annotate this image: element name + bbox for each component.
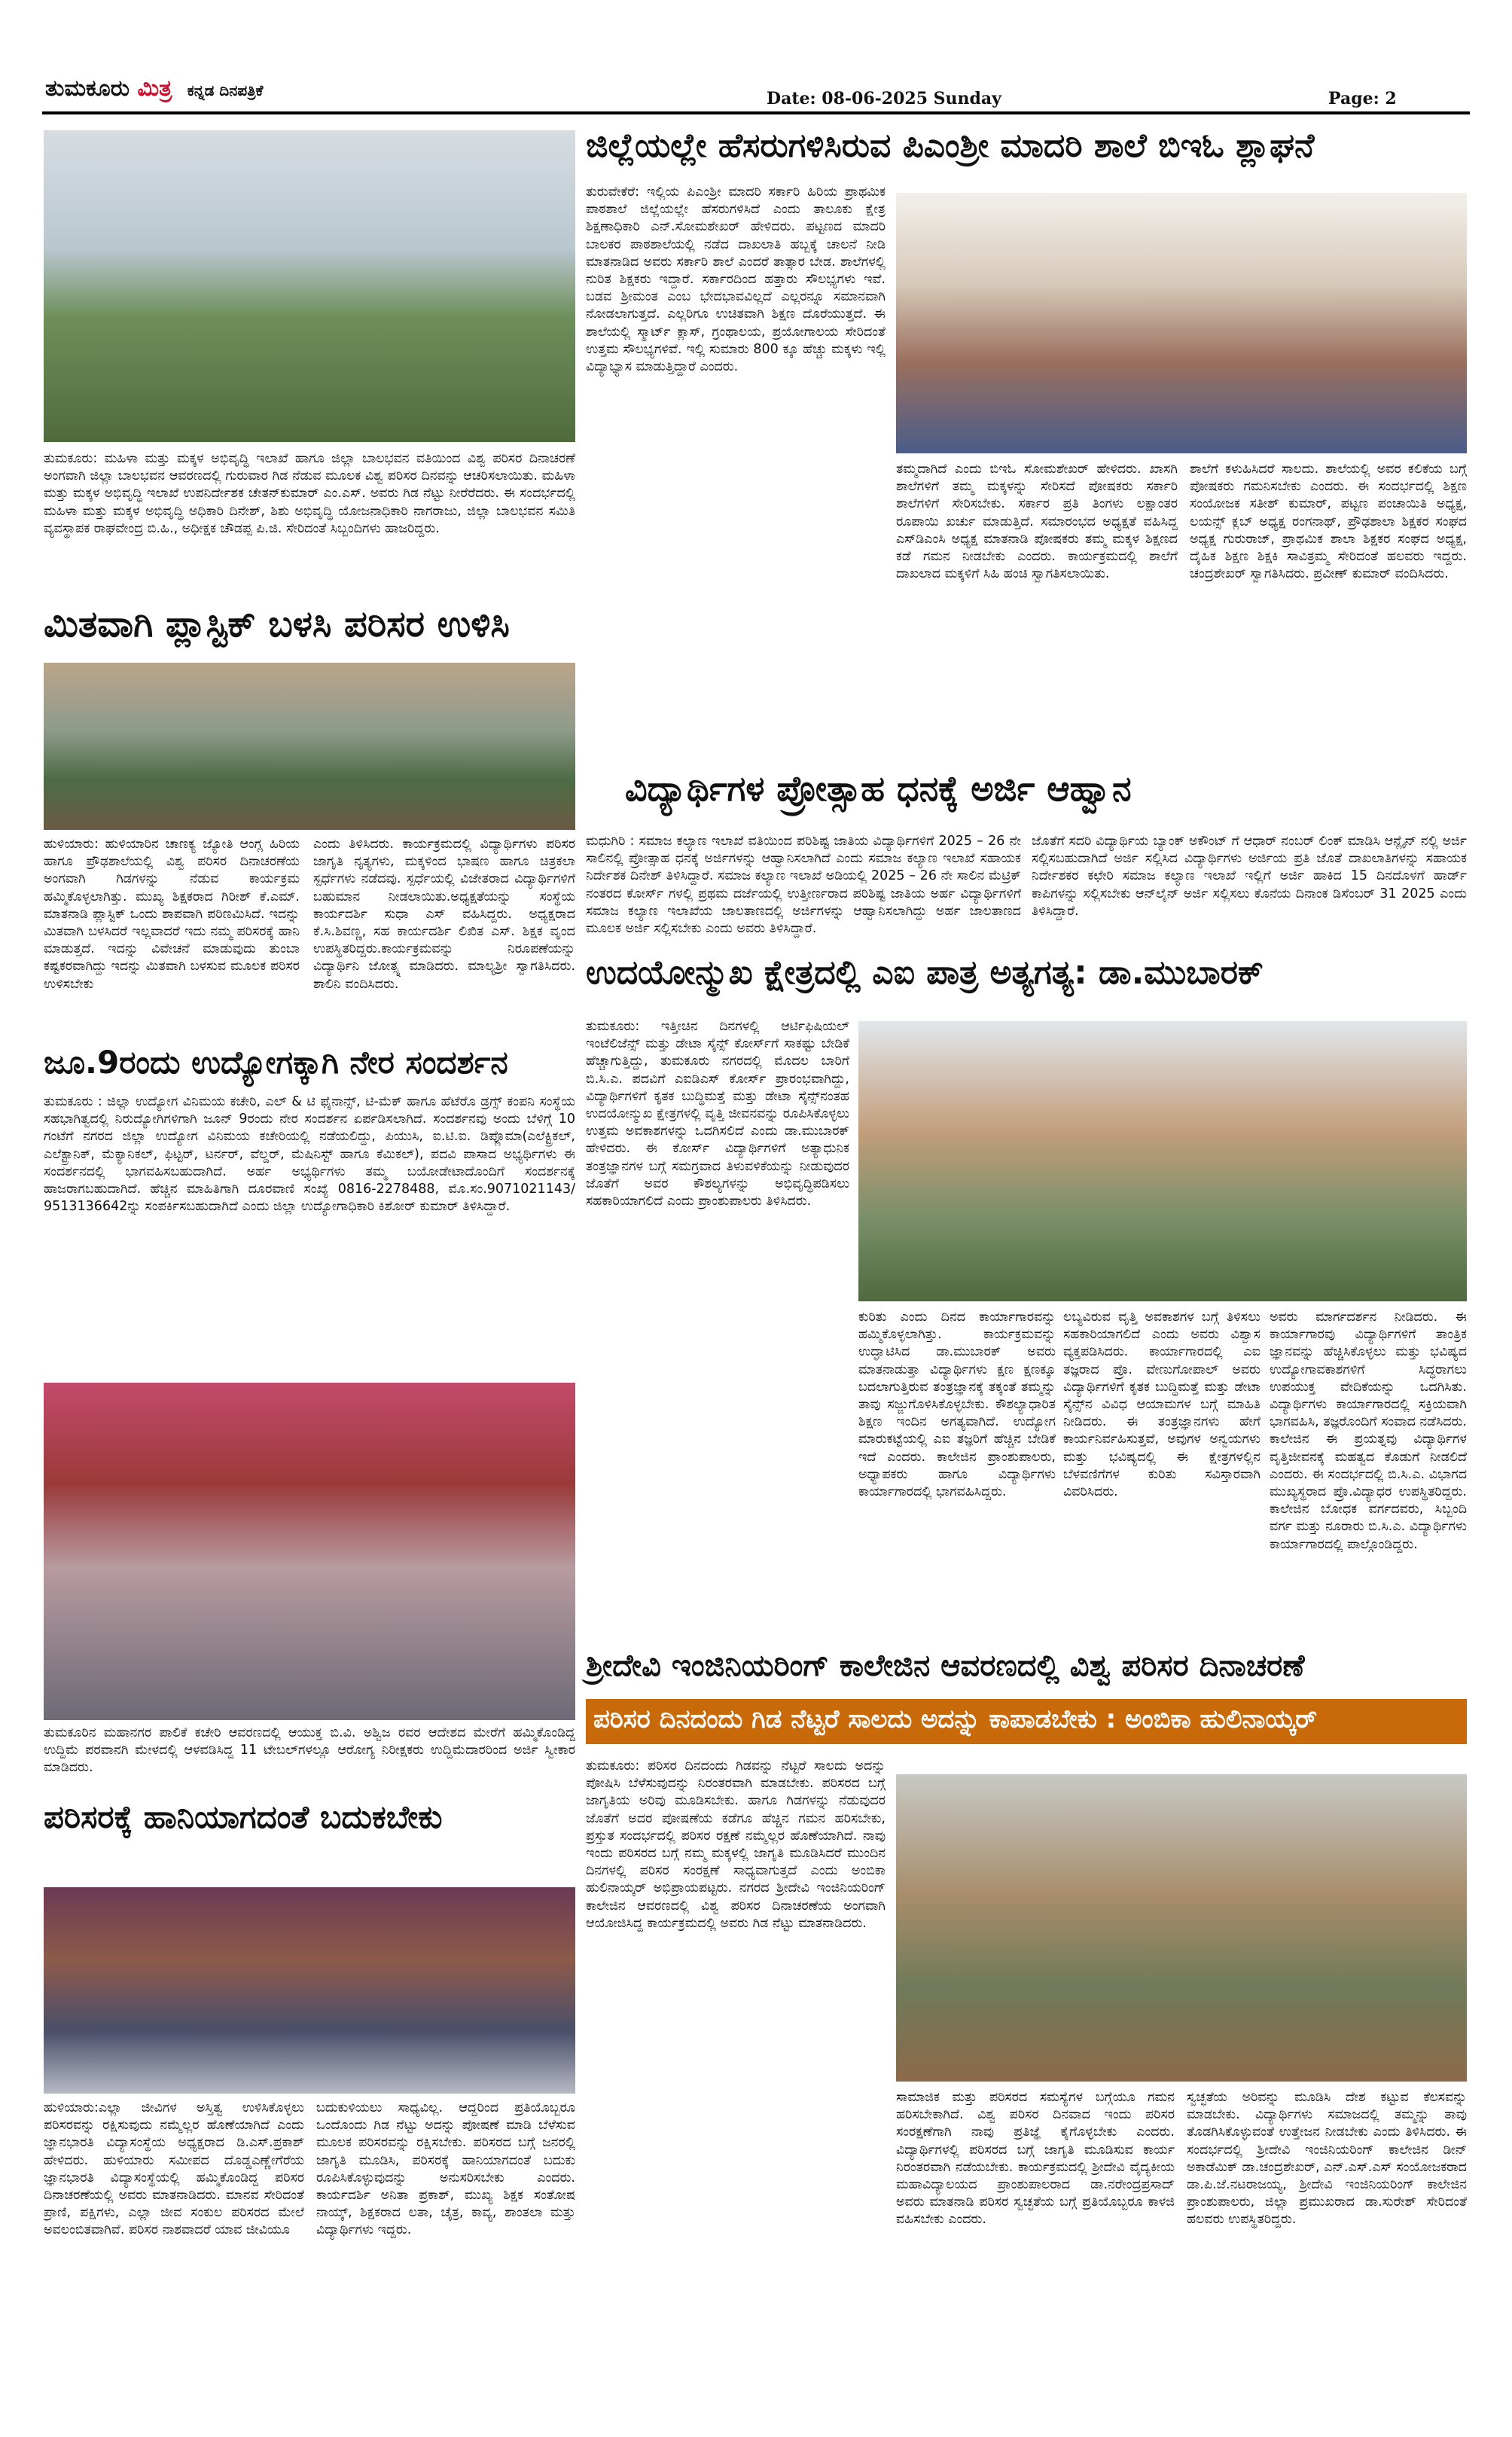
job-interview-headline: ಜೂ.9ರಂದು ಉದ್ಯೋಗಕ್ಕಾಗಿ ನೇರ ಸಂದರ್ಶನ bbox=[44, 1044, 508, 1081]
masthead-logo bbox=[45, 75, 263, 102]
sridevi-text-col3: ಸ್ವಚ್ಛತೆಯ ಅರಿವನ್ನು ಮೂಡಿಸಿ ದೇಶ ಕಟ್ಟುವ ಕೆಲಸವನ್ನು ಮಾಡಬೇಕು. ವಿದ್ಯಾರ್ಥಿಗಳು ಸಮಾಜದಲ್ಲಿ ತಮ್ಮನ್ನು ತಾವು ತೊಡಗಿಸಿಕೊಳ್ಳುವಂತೆ ಉತ್ತೇಜನ ನೀಡಬೇಕು ಎಂದು ತಿಳಿಸಿದರು. ಈ ಸಂದರ್ಭದಲ್ಲಿ ಶ್ರೀದೇವಿ ಇಂಜಿನಿಯರಿಂಗ್ ಕಾಲೇಜಿನ ಡೀನ್ ಅಕಾಡೆಮಿಕ್ ಡಾ.ಚಂದ್ರಶೇಖರ್, ಎನ್.ಎಸ್.ಎಸ್ ಸಂಯೋಜಕರಾದ ಡಾ.ಪಿ.ಜೆ.ನಟರಾಜಯ್ಯ, ಶ್ರೀದೇವಿ ಇಂಜಿನಿಯರಿಂಗ್ ಕಾಲೇಜಿನ ಪ್ರಾಂಶುಪಾಲರು, ಜಿಲ್ಲಾ ಪ್ರಮುಖರಾದ ಡಾ.ಸುರೇಶ್ ಸೇರಿದಂತೆ ಹಲವರು ಉಪಸ್ಥಿತರಿದ್ದರು. bbox=[1187, 2090, 1467, 2228]
plastic-headline: ಮಿತವಾಗಿ ಪ್ಲಾಸ್ಟಿಕ್ ಬಳಸಿ ಪರಿಸರ ಉಳಿಸಿ bbox=[44, 603, 510, 645]
sridevi-tree-planting-photo bbox=[896, 1774, 1467, 2082]
scholarship-text-col2: ಜೊತೆಗೆ ಸದರಿ ವಿದ್ಯಾರ್ಥಿಯ ಬ್ಯಾಂಕ್ ಅಕೌಂಟ್ ಗೆ ಆಧಾರ್ ನಂಬರ್ ಲಿಂಕ್ ಮಾಡಿಸಿ ಆನ್ಲೈನ್ ನಲ್ಲಿ ಅರ್ಜಿ ಸಲ್ಲಿಸಬಹುದಾಗಿದೆ ಅರ್ಜಿ ಸಲ್ಲಿಸಿದ ವಿದ್ಯಾರ್ಥಿಗಳು ಅರ್ಜಿಯ ಪ್ರತಿ ಜೊತೆ ದಾಖಲಾತಿಗಳನ್ನು ಸಹಾಯಕ ನಿರ್ದೇಶಕರ ಕಛೇರಿ ಸಮಾಜ ಕಲ್ಯಾಣ ಇಲಾಖೆ ಇಲ್ಲಿಗೆ ಅರ್ಜಿ ಹಾಕಿದ 15 ದಿನದೊಳಗೆ ಹಾರ್ಡ್ ಕಾಪಿಗಳನ್ನು ಸಲ್ಲಿಸಬೇಕು ಆನ್‌ಲೈನ್ ಅರ್ಜಿ ಸಲ್ಲಿಸಲು ಕೊನೆಯ ದಿನಾಂಕ ಡಿಸೆಂಬರ್ 31 2025 ಎಂದು ತಿಳಿಸಿದ್ದಾರೆ. bbox=[1032, 834, 1467, 919]
sridevi-text-col2: ಸಾಮಾಜಿಕ ಮತ್ತು ಪರಿಸರದ ಸಮಸ್ಯೆಗಳ ಬಗ್ಗೆಯೂ ಗಮನ ಹರಿಸಬೇಕಾಗಿದೆ. ವಿಶ್ವ ಪರಿಸರ ದಿನವಾದ ಇಂದು ಪರಿಸರ ಸಂರಕ್ಷಣೆಗಾಗಿ ನಾವು ಪ್ರತಿಜ್ಞೆ ಕೈಗೊಳ್ಳಬೇಕು ಎಂದರು. ವಿದ್ಯಾರ್ಥಿಗಳಲ್ಲಿ ಪರಿಸರದ ಬಗ್ಗೆ ಜಾಗೃತಿ ಮೂಡಿಸುವ ಕಾರ್ಯ ನಿರಂತರವಾಗಿ ನಡೆಯಬೇಕು. ಕಾರ್ಯಕ್ರಮದಲ್ಲಿ ಶ್ರೀದೇವಿ ವೈದ್ಯಕೀಯ ಮಹಾವಿದ್ಯಾಲಯದ ಪ್ರಾಂಶುಪಾಲರಾದ ಡಾ.ನರೇಂದ್ರಪ್ರಸಾದ್ ಅವರು ಮಾತನಾಡಿ ಪರಿಸರ ಸ್ವಚ್ಛತೆಯ ಬಗ್ಗೆ ಪ್ರತಿಯೊಬ್ಬರೂ ಕಾಳಜಿ ವಹಿಸಬೇಕು ಎಂದರು. bbox=[896, 2090, 1175, 2228]
no-harm-photo bbox=[44, 1887, 575, 2094]
page-number: Page: 2 bbox=[1328, 89, 1397, 108]
plastic-text-col2: ಎಂದು ತಿಳಿಸಿದರು. ಕಾರ್ಯಕ್ರಮದಲ್ಲಿ ವಿದ್ಯಾರ್ಥಿಗಳು ಪರಿಸರ ಜಾಗೃತಿ ನೃತ್ಯಗಳು, ಮಕ್ಕಳಿಂದ ಭಾಷಣ ಹಾಗೂ ಚಿತ್ರಕಲಾ ಸ್ಪರ್ಧೆಗಳು ನಡೆದವು. ಸ್ಪರ್ಧೆಯಲ್ಲಿ ವಿಜೇತರಾದ ವಿದ್ಯಾರ್ಥಿಗಳಿಗೆ ಬಹುಮಾನ ನೀಡಲಾಯಿತು.ಅಧ್ಯಕ್ಷತೆಯನ್ನು ಸಂಸ್ಥೆಯ ಕಾರ್ಯದರ್ಶಿ ಸುಧಾ ಎಸ್ ವಹಿಸಿದ್ದರು. ಅಧ್ಯಕ್ಷರಾದ ಕೆ.ಸಿ.ಶಿವಣ್ಣ, ಸಹ ಕಾರ್ಯದರ್ಶಿ ಲಿಖಿತ ಎಸ್. ಶಿಕ್ಷಕ ವೃಂದ ಉಪಸ್ಥಿತರಿದ್ದರು.ಕಾರ್ಯಕ್ರಮವನ್ನು ನಿರೂಪಣೆಯನ್ನು ವಿದ್ಯಾರ್ಥಿನಿ ಜೋತ್ಸ್ನ ಮಾಡಿದರು. ಮಾಲ್ಯಶ್ರೀ ಸ್ವಾಗತಿಸಿದರು. ಶಾಲಿನಿ ವಂದಿಸಿದರು. bbox=[313, 837, 575, 992]
no-harm-text-col2: ಬದುಕುಳಿಯಲು ಸಾಧ್ಯವಿಲ್ಲ. ಆದ್ದರಿಂದ ಪ್ರತಿಯೊಬ್ಬರೂ ಒಂದೊಂದು ಗಿಡ ನೆಟ್ಟು ಅದನ್ನು ಪೋಷಣೆ ಮಾಡಿ ಬೆಳೆಸುವ ಮೂಲಕ ಪರಿಸರವನ್ನು ರಕ್ಷಿಸಬೇಕು. ಪರಿಸರದ ಬಗ್ಗೆ ಜನರಲ್ಲಿ ಜಾಗೃತಿ ಮೂಡಿಸಿ, ಪರಿಸರಕ್ಕೆ ಹಾನಿಯಾಗದಂತೆ ಬದುಕು ರೂಪಿಸಿಕೊಳ್ಳುವುದನ್ನು ಅನುಸರಿಸಬೇಕು ಎಂದರು. ಕಾರ್ಯದರ್ಶಿ ಅನಿತಾ ಪ್ರಕಾಶ್, ಮುಖ್ಯ ಶಿಕ್ಷಕ ಸಂತೋಷ ನಾಯ್ಕ್, ಶಿಕ್ಷಕರಾದ ಲತಾ, ಚೈತ್ರ, ಕಾವ್ಯ, ಶಾಂತಲಾ ಮತ್ತು ವಿದ್ಯಾರ್ಥಿಗಳು ಇದ್ದರು. bbox=[316, 2100, 575, 2238]
pmshri-text-col2: ತಮ್ಮದಾಗಿದೆ ಎಂದು ಬಿಇಓ ಸೋಮಶೇಖರ್ ಹೇಳಿದರು. ಖಾಸಗಿ ಶಾಲೆಗಳಿಗೆ ತಮ್ಮ ಮಕ್ಕಳನ್ನು ಸೇರಿಸದೆ ಪೋಷಕರು ಸರ್ಕಾರಿ ಶಾಲೆಗಳಿಗೆ ಸೇರಿಸಬೇಕು. ಸರ್ಕಾರ ಪ್ರತಿ ತಿಂಗಳು ಲಕ್ಷಾಂತರ ರೂಪಾಯಿ ಖರ್ಚು ಮಾಡುತ್ತಿದೆ. ಸಮಾರಂಭದ ಅಧ್ಯಕ್ಷತೆ ವಹಿಸಿದ್ದ ಎಸ್‌ಡಿಎಂಸಿ ಅಧ್ಯಕ್ಷ ಮಾತನಾಡಿ ಪೋಷಕರು ತಮ್ಮ ಮಕ್ಕಳ ಶಿಕ್ಷಣದ ಕಡೆ ಗಮನ ನೀಡಬೇಕು ಎಂದರು. ಕಾರ್ಯಕ್ರಮದಲ್ಲಿ ಶಾಲೆಗೆ ದಾಖಲಾದ ಮಕ್ಕಳಿಗೆ ಸಿಹಿ ಹಂಚಿ ಸ್ವಾಗತಿಸಲಾಯಿತು. bbox=[896, 462, 1178, 582]
ai-headline: ಉದಯೋನ್ಮುಖ ಕ್ಷೇತ್ರದಲ್ಲಿ ಎಐ ಪಾತ್ರ ಅತ್ಯಗತ್ಯ: ಡಾ.ಮುಬಾರಕ್ bbox=[586, 953, 1264, 992]
scholarship-headline: ವಿದ್ಯಾರ್ಥಿಗಳ ಪ್ರೋತ್ಸಾಹ ಧನಕ್ಕೆ ಅರ್ಜಿ ಆಹ್ವಾನ bbox=[625, 768, 1132, 809]
license-fair-caption: ತುಮಕೂರಿನ ಮಹಾನಗರ ಪಾಲಿಕೆ ಕಚೇರಿ ಆವರಣದಲ್ಲಿ ಆಯುಕ್ತ ಬಿ.ವಿ. ಅಶ್ವಿಜ ರವರ ಆದೇಶದ ಮೇರೆಗೆ ಹಮ್ಮಿಕೊಂಡಿದ್ದ ಉದ್ದಿಮೆ ಪರವಾನಗಿ ಮೇಳದಲ್ಲಿ ಆಳವಡಿಸಿದ್ದ 11 ಟೇಬಲ್‌ಗಳಲ್ಲೂ ಆರೋಗ್ಯ ನಿರೀಕ್ಷಕರು ಉದ್ದಿಮೆದಾರರಿಂದ ಅರ್ಜಿ ಸ್ವೀಕಾರ ಮಾಡಿದರು. bbox=[44, 1725, 575, 1776]
no-harm-headline: ಪರಿಸರಕ್ಕೆ ಹಾನಿಯಾಗದಂತೆ ಬದುಕಬೇಕು bbox=[44, 1798, 443, 1835]
scholarship-text-col1: ಮಧುಗಿರಿ : ಸಮಾಜ ಕಲ್ಯಾಣ ಇಲಾಖೆ ವತಿಯಿಂದ ಪರಿಶಿಷ್ಟ ಜಾತಿಯ ವಿದ್ಯಾರ್ಥಿಗಳಿಗೆ 2025 – 26 ನೇ ಸಾಲಿನಲ್ಲಿ ಪ್ರೋತ್ಸಾಹ ಧನಕ್ಕೆ ಅರ್ಜಿಗಳನ್ನು ಆಹ್ವಾನಿಸಲಾಗಿದೆ ಎಂದು ಸಮಾಜ ಕಲ್ಯಾಣ ಇಲಾಖೆ ಸಹಾಯಕ ನಿರ್ದೇಶಕ ದಿನೇಶ್ ತಿಳಿಸಿದ್ದಾರೆ. ಸಮಾಜ ಕಲ್ಯಾಣ ಇಲಾಖೆ ಅಡಿಯಲ್ಲಿ 2025 – 26 ನೇ ಸಾಲಿನ ಮೆಟ್ರಿಕ್ ನಂತರದ ಕೋರ್ಸ್ ಗಳಲ್ಲಿ ಪ್ರಥಮ ದರ್ಜೆಯಲ್ಲಿ ಉತ್ತೀರ್ಣರಾದ ಪರಿಶಿಷ್ಟ ಜಾತಿಯ ಅರ್ಹ ವಿದ್ಯಾರ್ಥಿಗಳಿಗೆ ಸಮಾಜ ಕಲ್ಯಾಣ ಇಲಾಖೆಯ ಜಾಲತಾಣದಲ್ಲಿ ಅರ್ಜಿಗಳನ್ನು ಆಹ್ವಾನಿಸಲಾಗಿದ್ದು ಅರ್ಹ ಜಾಲತಾಣದ ಮೂಲಕ ಅರ್ಜಿ ಸಲ್ಲಿಸಬೇಕು ಎಂದು ಅವರು ತಿಳಿಸಿದ್ದಾರೆ. bbox=[586, 834, 1021, 937]
env-day-caption: ತುಮಕೂರು: ಮಹಿಳಾ ಮತ್ತು ಮಕ್ಕಳ ಅಭಿವೃದ್ಧಿ ಇಲಾಖೆ ಹಾಗೂ ಜಿಲ್ಲಾ ಬಾಲಭವನ ವತಿಯಿಂದ ವಿಶ್ವ ಪರಿಸರ ದಿನಾಚರಣೆ ಅಂಗವಾಗಿ ಜಿಲ್ಲಾ ಬಾಲಭವನ ಆವರಣದಲ್ಲಿ ಗುರುವಾರ ಗಿಡ ನೆಡುವ ಮೂಲಕ ವಿಶ್ವ ಪರಿಸರ ದಿನವನ್ನು ಆಚರಿಸಲಾಯಿತು. ಮಹಿಳಾ ಮತ್ತು ಮಕ್ಕಳ ಅಭಿವೃದ್ಧಿ ಇಲಾಖೆ ಉಪನಿರ್ದೇಶಕ ಚೇತನ್‌ಕುಮಾರ್ ಎಂ.ಎಸ್. ಅವರು ಗಿಡ ನೆಟ್ಟು ನೀರೆರೆದರು. ಈ ಸಂದರ್ಭದಲ್ಲಿ ಮಹಿಳಾ ಮತ್ತು ಮಕ್ಕಳ ಅಭಿವೃದ್ಧಿ ಅಧಿಕಾರಿ ದಿನೇಶ್, ಶಿಶು ಅಭಿವೃದ್ಧಿ ಯೋಜನಾಧಿಕಾರಿ ನಾಗರಾಜು, ಜಿಲ್ಲಾ ಬಾಲಭವನ ಸಮಿತಿ ವ್ಯವಸ್ಥಾಪಕ ರಾಘವೇಂದ್ರ ಬಿ.ಹಿ., ಅಧೀಕ್ಷಕ ಚೌಡಪ್ಪ ಪಿ.ಜಿ. ಸೇರಿದಂತೆ ಸಿಬ್ಬಂದಿಗಳು ಹಾಜರಿದ್ದರು. bbox=[44, 451, 575, 536]
logo-part2: ಮಿತ್ರ bbox=[137, 75, 172, 102]
pmshri-text-col3: ಶಾಲೆಗೆ ಕಳುಹಿಸಿದರೆ ಸಾಲದು. ಶಾಲೆಯಲ್ಲಿ ಅವರ ಕಲಿಕೆಯ ಬಗ್ಗೆ ಪೋಷಕರು ಗಮನಿಸಬೇಕು ಎಂದರು. ಈ ಸಂದರ್ಭದಲ್ಲಿ ಶಿಕ್ಷಣ ಸಂಯೋಜಕ ಸತೀಶ್ ಕುಮಾರ್, ಪಟ್ಟಣ ಪಂಚಾಯಿತಿ ಅಧ್ಯಕ್ಷ, ಲಯನ್ಸ್ ಕ್ಲಬ್ ಅಧ್ಯಕ್ಷ ರಂಗನಾಥ್, ಪ್ರೌಢಶಾಲಾ ಶಿಕ್ಷಕರ ಸಂಘದ ಅಧ್ಯಕ್ಷ ಗುರುರಾಜ್, ಪ್ರಾಥಮಿಕ ಶಾಲಾ ಶಿಕ್ಷಕರ ಸಂಘದ ಅಧ್ಯಕ್ಷ, ದೈಹಿಕ ಶಿಕ್ಷಣ ಶಿಕ್ಷಕಿ ಸಾವಿತ್ರಮ್ಮ ಸೇರಿದಂತೆ ಹಲವರು ಇದ್ದರು. ಚಂದ್ರಶೇಖರ್ ಸ್ವಾಗತಿಸಿದರು. ಪ್ರವೀಣ್ ಕುಮಾರ್ ವಂದಿಸಿದರು. bbox=[1190, 462, 1467, 582]
sridevi-banner: ಪರಿಸರ ದಿನದಂದು ಗಿಡ ನೆಟ್ಟರೆ ಸಾಲದು ಅದನ್ನು ಕಾಪಾಡಬೇಕು : ಅಂಬಿಕಾ ಹುಲಿನಾಯ್ಕರ್ bbox=[586, 1699, 1467, 1744]
logo-subtitle: ಕನ್ನಡ ದಿನಪತ್ರಿಕೆ bbox=[187, 81, 264, 99]
pmshri-headline: ಜಿಲ್ಲೆಯಲ್ಲೇ ಹೆಸರುಗಳಿಸಿರುವ ಪಿಎಂಶ್ರೀ ಮಾದರಿ ಶಾಲೆ ಬಿಇಓ ಶ್ಲಾಘನೆ bbox=[586, 127, 1315, 165]
sridevi-text-col1: ತುಮಕೂರು: ಪರಿಸರ ದಿನದಂದು ಗಿಡವನ್ನು ನೆಟ್ಟರೆ ಸಾಲದು ಅದನ್ನು ಪೋಷಿಸಿ ಬೆಳೆಸುವುದನ್ನು ನಿರಂತರವಾಗಿ ಮಾಡಬೇಕು. ಪರಿಸರದ ಬಗ್ಗೆ ಜಾಗೃತಿಯ ಅರಿವು ಮೂಡಿಸಬೇಕು. ಹಾಗೂ ಗಿಡಗಳನ್ನು ನೆಡುವುದರ ಜೊತೆಗೆ ಅದರ ಪೋಷಣೆಯ ಕಡೆಗೂ ಹೆಚ್ಚಿನ ಗಮನ ಹರಿಸಬೇಕು, ಪ್ರಸ್ತುತ ಸಂದರ್ಭದಲ್ಲಿ ಪರಿಸರ ರಕ್ಷಣೆ ನಮ್ಮೆಲ್ಲರ ಹೊಣೆಯಾಗಿದೆ. ನಾವು ಇಂದು ಪರಿಸರದ ಬಗ್ಗೆ ನಮ್ಮ ಮಕ್ಕಳಲ್ಲಿ ಜಾಗೃತಿ ಮೂಡಿಸಿದರೆ ಮುಂದಿನ ದಿನಗಳಲ್ಲಿ ಪರಿಸರ ಸಂರಕ್ಷಣೆ ಸಾಧ್ಯವಾಗುತ್ತದೆ ಎಂದು ಅಂಬಿಕಾ ಹುಲಿನಾಯ್ಕರ್ ಅಭಿಪ್ರಾಯಪಟ್ಟರು. ನಗರದ ಶ್ರೀದೇವಿ ಇಂಜಿನಿಯರಿಂಗ್ ಕಾಲೇಜಿನ ಆವರಣದಲ್ಲಿ ವಿಶ್ವ ಪರಿಸರ ದಿನಾಚರಣೆಯ ಅಂಗವಾಗಿ ಆಯೋಜಿಸಿದ್ದ ಕಾರ್ಯಕ್ರಮದಲ್ಲಿ ಅವರು ಗಿಡ ನೆಟ್ಟು ಮಾತನಾಡಿದರು. bbox=[586, 1758, 886, 1931]
plastic-photo bbox=[44, 663, 575, 830]
env-day-photo bbox=[44, 130, 575, 442]
plastic-text-col1: ಹುಳಿಯಾರು: ಹುಳಿಯಾರಿನ ಚಾಣಕ್ಯ ಜ್ಯೋತಿ ಆಂಗ್ಲ ಹಿರಿಯ ಹಾಗೂ ಪ್ರೌಢಶಾಲೆಯಲ್ಲಿ ವಿಶ್ವ ಪರಿಸರ ದಿನಾಚರಣೆಯ ಅಂಗವಾಗಿ ಗಿಡಗಳನ್ನು ನೆಡುವ ಕಾರ್ಯಕ್ರಮ ಹಮ್ಮಿಕೊಳ್ಳಲಾಗಿತ್ತು. ಮುಖ್ಯ ಶಿಕ್ಷಕರಾದ ಗಿರೀಶ್ ಕೆ.ಎಮ್. ಮಾತನಾಡಿ ಪ್ಲಾಸ್ಟಿಕ್ ಒಂದು ಶಾಪವಾಗಿ ಪರಿಣಮಿಸಿದೆ. ಇದನ್ನು ಮಿತವಾಗಿ ಬಳಸಿದರೆ ಇಲ್ಲವಾದರೆ ಇದು ನಮ್ಮ ಪರಿಸರಕ್ಕೆ ಹಾನಿ ಮಾಡುತ್ತದೆ. ಇದನ್ನು ವಿವೇಚನೆ ಮಾಡುವುದು ತುಂಬಾ ಕಷ್ಟಕರವಾಗಿದ್ದು ಇದನ್ನು ಮಿತವಾಗಿ ಬಳಸುವ ಮೂಲಕ ಪರಿಸರ ಉಳಿಸಬೇಕು bbox=[44, 837, 300, 992]
pmshri-text-col1: ತುರುವೇಕೆರೆ: ಇಲ್ಲಿಯ ಪಿಎಂಶ್ರೀ ಮಾದರಿ ಸರ್ಕಾರಿ ಹಿರಿಯ ಪ್ರಾಥಮಿಕ ಪಾಠಶಾಲೆ ಜಿಲ್ಲೆಯಲ್ಲೇ ಹೆಸರುಗಳಿಸಿದೆ ಎಂದು ತಾಲೂಕು ಕ್ಷೇತ್ರ ಶಿಕ್ಷಣಾಧಿಕಾರಿ ಎನ್.ಸೋಮಶೇಖರ್ ಹೇಳಿದರು. ಪಟ್ಟಣದ ಮಾದರಿ ಬಾಲಕರ ಪಾಠಶಾಲೆಯಲ್ಲಿ ನಡೆದ ದಾಖಲಾತಿ ಹಬ್ಬಕ್ಕೆ ಚಾಲನೆ ನೀಡಿ ಮಾತನಾಡಿದ ಅವರು ಸರ್ಕಾರಿ ಶಾಲೆ ಎಂದರೆ ತಾತ್ಸಾರ ಬೇಡ. ಶಾಲೆಗಳಲ್ಲಿ ನುರಿತ ಶಿಕ್ಷಕರು ಇದ್ದಾರೆ. ಸರ್ಕಾರದಿಂದ ಹತ್ತಾರು ಸೌಲಭ್ಯಗಳು ಇವೆ. ಬಡವ ಶ್ರೀಮಂತ ಎಂಬ ಭೇದಭಾವವಿಲ್ಲದೆ ಎಲ್ಲರನ್ನೂ ಸಮಾನವಾಗಿ ನೋಡಲಾಗುತ್ತದೆ. ಎಲ್ಲರಿಗೂ ಉಚಿತವಾಗಿ ಶಿಕ್ಷಣ ದೊರೆಯುತ್ತದೆ. ಈ ಶಾಲೆಯಲ್ಲಿ ಸ್ಮಾರ್ಟ್ ಕ್ಲಾಸ್, ಗ್ರಂಥಾಲಯ, ಪ್ರಯೋಗಾಲಯ ಸೇರಿದಂತೆ ಉತ್ತಮ ಸೌಲಭ್ಯಗಳಿವೆ. ಇಲ್ಲಿ ಸುಮಾರು 800 ಕ್ಕೂ ಹೆಚ್ಚು ಮಕ್ಕಳು ಇಲ್ಲಿ ವಿದ್ಯಾಭ್ಯಾಸ ಮಾಡುತ್ತಿದ್ದಾರೆ ಎಂದರು. bbox=[586, 185, 886, 375]
masthead-rule bbox=[42, 111, 1470, 114]
job-interview-text: ತುಮಕೂರು : ಜಿಲ್ಲಾ ಉದ್ಯೋಗ ವಿನಿಮಯ ಕಚೇರಿ, ಎಲ್ & ಟಿ ಫೈನಾನ್ಸ್, ಟಿ-ಮೆಕ್ ಹಾಗೂ ಹೆಟೆರೊ ಡ್ರಗ್ಸ್ ಕಂಪನಿ ಸಂಸ್ಥೆಯ ಸಹಭಾಗಿತ್ವದಲ್ಲಿ ನಿರುದ್ಯೋಗಿಗಳಿಗಾಗಿ ಜೂನ್ 9ರಂದು ನೇರ ಸಂದರ್ಶನ ಏರ್ಪಡಿಸಲಾಗಿದೆ. ಸಂದರ್ಶನವು ಅಂದು ಬೆಳಿಗ್ಗೆ 10 ಗಂಟೆಗೆ ನಗರದ ಜಿಲ್ಲಾ ಉದ್ಯೋಗ ವಿನಿಮಯ ಕಚೇರಿಯಲ್ಲಿ ನಡೆಯಲಿದ್ದು, ಪಿಯುಸಿ, ಐ.ಟಿ.ಐ. ಡಿಪ್ಲೊಮಾ(ಎಲೆಕ್ಟ್ರಿಕಲ್, ಎಲೆಕ್ಟ್ರಾನಿಕ್, ಮೆಕ್ಯಾನಿಕಲ್, ಫಿಟ್ಟರ್, ಟರ್ನರ್, ವೆಲ್ಡರ್, ಮೆಷಿನಿಸ್ಟ್ ಹಾಗೂ ಕೆಮಿಕಲ್), ಪದವಿ ಪಾಸಾದ ಅಭ್ಯರ್ಥಿಗಳು ಈ ಸಂದರ್ಶನದಲ್ಲಿ ಭಾಗವಹಿಸಬಹುದಾಗಿದೆ. ಅರ್ಹ ಅಭ್ಯರ್ಥಿಗಳು ತಮ್ಮ ಬಯೋಡೇಟಾದೊಂದಿಗೆ ಸಂದರ್ಶನಕ್ಕೆ ಹಾಜರಾಗಬಹುದಾಗಿದೆ. ಹೆಚ್ಚಿನ ಮಾಹಿತಿಗಾಗಿ ದೂರವಾಣಿ ಸಂಖ್ಯೆ 0816-2278488, ಮೊ.ಸಂ.9071021143/ 9513136642ನ್ನು ಸಂಪರ್ಕಿಸಬಹುದಾಗಿದೆ ಎಂದು ಜಿಲ್ಲಾ ಉದ್ಯೋಗಾಧಿಕಾರಿ ಕಿಶೋರ್ ಕುಮಾರ್ ತಿಳಿಸಿದ್ದಾರೆ. bbox=[44, 1094, 575, 1215]
license-fair-photo bbox=[44, 1383, 575, 1720]
issue-date: Date: 08-06-2025 Sunday bbox=[767, 89, 1001, 108]
ai-workshop-photo bbox=[858, 1021, 1467, 1301]
ai-text-col3: ಲಬ್ಯವಿರುವ ವೃತ್ತಿ ಅವಕಾಶಗಳ ಬಗ್ಗೆ ತಿಳಿಸಲು ಸಹಕಾರಿಯಾಗಲಿದೆ ಎಂದು ಅವರು ವಿಶ್ವಾಸ ವ್ಯಕ್ತಪಡಿಸಿದರು. ಕಾರ್ಯಾಗಾರದಲ್ಲಿ ಎಐ ತಜ್ಞರಾದ ಪ್ರೊ. ವೇಣುಗೋಪಾಲ್ ಅವರು ವಿದ್ಯಾರ್ಥಿಗಳಿಗೆ ಕೃತಕ ಬುದ್ಧಿಮತ್ತೆ ಮತ್ತು ಡೇಟಾ ಸೈನ್ಸ್‌ನ ವಿವಿಧ ಆಯಾಮಗಳ ಬಗ್ಗೆ ಮಾಹಿತಿ ನೀಡಿದರು. ಈ ತಂತ್ರಜ್ಞಾನಗಳು ಹೇಗೆ ಕಾರ್ಯನಿರ್ವಹಿಸುತ್ತವೆ, ಅವುಗಳ ಅನ್ವಯಗಳು ಮತ್ತು ಭವಿಷ್ಯದಲ್ಲಿ ಈ ಕ್ಷೇತ್ರಗಳಲ್ಲಿನ ಬೆಳವಣಿಗೆಗಳ ಕುರಿತು ಸವಿಸ್ತಾರವಾಗಿ ವಿವರಿಸಿದರು. bbox=[1063, 1310, 1261, 1500]
ai-text-col4: ಅವರು ಮಾರ್ಗದರ್ಶನ ನೀಡಿದರು. ಈ ಕಾರ್ಯಾಗಾರವು ವಿದ್ಯಾರ್ಥಿಗಳಿಗೆ ತಾಂತ್ರಿಕ ಜ್ಞಾನವನ್ನು ಹೆಚ್ಚಿಸಿಕೊಳ್ಳಲು ಮತ್ತು ಭವಿಷ್ಯದ ಉದ್ಯೋಗಾವಕಾಶಗಳಿಗೆ ಸಿದ್ಧರಾಗಲು ಉಪಯುಕ್ತ ವೇದಿಕೆಯನ್ನು ಒದಗಿಸಿತು. ವಿದ್ಯಾರ್ಥಿಗಳು ಕಾರ್ಯಾಗಾರದಲ್ಲಿ ಸಕ್ರಿಯವಾಗಿ ಭಾಗವಹಿಸಿ, ತಜ್ಞರೊಂದಿಗೆ ಸಂವಾದ ನಡೆಸಿದರು. ಕಾಲೇಜಿನ ಈ ಪ್ರಯತ್ನವು ವಿದ್ಯಾರ್ಥಿಗಳ ವೃತ್ತಿಜೀವನಕ್ಕೆ ಮಹತ್ವದ ಕೊಡುಗೆ ನೀಡಲಿದೆ ಎಂದರು. ಈ ಸಂದರ್ಭದಲ್ಲಿ ಬಿ.ಸಿ.ಎ. ವಿಭಾಗದ ಮುಖ್ಯಸ್ಥರಾದ ಪ್ರೊ.ವಿದ್ಯಾಧರ ಉಪಸ್ಥಿತರಿದ್ದರು. ಕಾಲೇಜಿನ ಬೋಧಕ ವರ್ಗದವರು, ಸಿಬ್ಬಂದಿ ವರ್ಗ ಮತ್ತು ನೂರಾರು ಬಿ.ಸಿ.ಎ. ವಿದ್ಯಾರ್ಥಿಗಳು ಕಾರ್ಯಾಗಾರದಲ್ಲಿ ಪಾಲ್ಗೊಂಡಿದ್ದರು. bbox=[1270, 1310, 1467, 1552]
ai-text-col2: ಕುರಿತು ಎಂದು ದಿನದ ಕಾರ್ಯಾಗಾರವನ್ನು ಹಮ್ಮಿಕೊಳ್ಳಲಾಗಿತ್ತು. ಕಾರ್ಯಕ್ರಮವನ್ನು ಉದ್ಘಾಟಿಸಿದ ಡಾ.ಮುಬಾರಕ್ ಅವರು ಮಾತನಾಡುತ್ತಾ ವಿದ್ಯಾರ್ಥಿಗಳು ಕ್ಷಣ ಕ್ಷಣಕ್ಕೂ ಬದಲಾಗುತ್ತಿರುವ ತಂತ್ರಜ್ಞಾನಕ್ಕೆ ತಕ್ಕಂತೆ ತಮ್ಮನ್ನು ತಾವು ಸಜ್ಜುಗೊಳಿಸಿಕೊಳ್ಳಬೇಕು. ಕೌಶಲ್ಯಾಧಾರಿತ ಶಿಕ್ಷಣ ಇಂದಿನ ಅಗತ್ಯವಾಗಿದೆ. ಉದ್ಯೋಗ ಮಾರುಕಟ್ಟೆಯಲ್ಲಿ ಎಐ ತಜ್ಞರಿಗೆ ಹೆಚ್ಚಿನ ಬೇಡಿಕೆ ಇದೆ ಎಂದರು. ಕಾಲೇಜಿನ ಪ್ರಾಂಶುಪಾಲರು, ಅಧ್ಯಾಪಕರು ಹಾಗೂ ವಿದ್ಯಾರ್ಥಿಗಳು ಕಾರ್ಯಾಗಾರದಲ್ಲಿ ಭಾಗವಹಿಸಿದ್ದರು. bbox=[858, 1310, 1056, 1500]
no-harm-text-col1: ಹುಳಿಯಾರು:ಎಲ್ಲಾ ಜೀವಿಗಳ ಅಸ್ತಿತ್ವ ಉಳಿಸಿಕೊಳ್ಳಲು ಪರಿಸರವನ್ನು ರಕ್ಷಿಸುವುದು ನಮ್ಮೆಲ್ಲರ ಹೊಣೆಯಾಗಿದೆ ಎಂದು ಜ್ಞಾನಭಾರತಿ ವಿದ್ಯಾಸಂಸ್ಥೆಯ ಅಧ್ಯಕ್ಷರಾದ ಡಿ.ಎಸ್.ಪ್ರಕಾಶ್ ಹೇಳಿದರು. ಹುಳಿಯಾರು ಸಮೀಪದ ದೊಡ್ಡಎಣ್ಣೇಗೆರೆಯ ಜ್ಞಾನಭಾರತಿ ವಿದ್ಯಾಸಂಸ್ಥೆಯಲ್ಲಿ ಹಮ್ಮಿಕೊಂಡಿದ್ದ ಪರಿಸರ ದಿನಾಚರಣೆಯಲ್ಲಿ ಅವರು ಮಾತನಾಡಿದರು. ಮಾನವ ಸೇರಿದಂತೆ ಪ್ರಾಣಿ, ಪಕ್ಷಿಗಳು, ಎಲ್ಲಾ ಜೀವ ಸಂಕುಲ ಪರಿಸರದ ಮೇಲೆ ಅವಲಂಬಿತವಾಗಿವೆ. ಪರಿಸರ ನಾಶವಾದರೆ ಯಾವ ಜೀವಿಯೂ bbox=[44, 2100, 304, 2238]
ai-text-col1: ತುಮಕೂರು: ಇತ್ತೀಚಿನ ದಿನಗಳಲ್ಲಿ ಆರ್ಟಿಫಿಷಿಯಲ್ ಇಂಟೆಲಿಜೆನ್ಸ್ ಮತ್ತು ಡೇಟಾ ಸೈನ್ಸ್ ಕೋರ್ಸ್‌ಗೆ ಸಾಕಷ್ಟು ಬೇಡಿಕೆ ಹೆಚ್ಚಾಗುತ್ತಿದ್ದು, ತುಮಕೂರು ನಗರದಲ್ಲಿ ಮೊದಲ ಬಾರಿಗೆ ಬಿ.ಸಿ.ಎ. ಪದವಿಗೆ ಎಐಡಿಎಸ್ ಕೋರ್ಸ್ ಪ್ರಾರಂಭವಾಗಿದ್ದು, ವಿದ್ಯಾರ್ಥಿಗಳಿಗೆ ಕೃತಕ ಬುದ್ಧಿಮತ್ತೆ ಮತ್ತು ಡೇಟಾ ಸೈನ್ಸ್‌ನಂತಹ ಉದಯೋನ್ಮುಖ ಕ್ಷೇತ್ರಗಳಲ್ಲಿ ವೃತ್ತಿ ಜೀವನವನ್ನು ರೂಪಿಸಿಕೊಳ್ಳಲು ಉತ್ತಮ ಅವಕಾಶಗಳನ್ನು ಒದಗಿಸಲಿದೆ ಎಂದು ಡಾ.ಮುಬಾರಕ್ ಹೇಳಿದರು. ಈ ಕೋರ್ಸ್ ವಿದ್ಯಾರ್ಥಿಗಳಿಗೆ ಅತ್ಯಾಧುನಿಕ ತಂತ್ರಜ್ಞಾನಗಳ ಬಗ್ಗೆ ಸಮಗ್ರವಾದ ತಿಳುವಳಿಕೆಯನ್ನು ನೀಡುವುದರ ಜೊತೆಗೆ ಅವರ ಕೌಶಲ್ಯಗಳನ್ನು ಅಭಿವೃದ್ಧಿಪಡಿಸಲು ಸಹಕಾರಿಯಾಗಲಿದೆ ಎಂದು ಪ್ರಾಂಶುಪಾಲರು ತಿಳಿಸಿದರು. bbox=[586, 1019, 849, 1209]
pmshri-photo bbox=[896, 193, 1467, 453]
logo-part1: ತುಮಕೂರು bbox=[45, 75, 130, 102]
sridevi-headline: ಶ್ರೀದೇವಿ ಇಂಜಿನಿಯರಿಂಗ್ ಕಾಲೇಜಿನ ಆವರಣದಲ್ಲಿ ವಿಶ್ವ ಪರಿಸರ ದಿನಾಚರಣೆ bbox=[586, 1649, 1305, 1683]
